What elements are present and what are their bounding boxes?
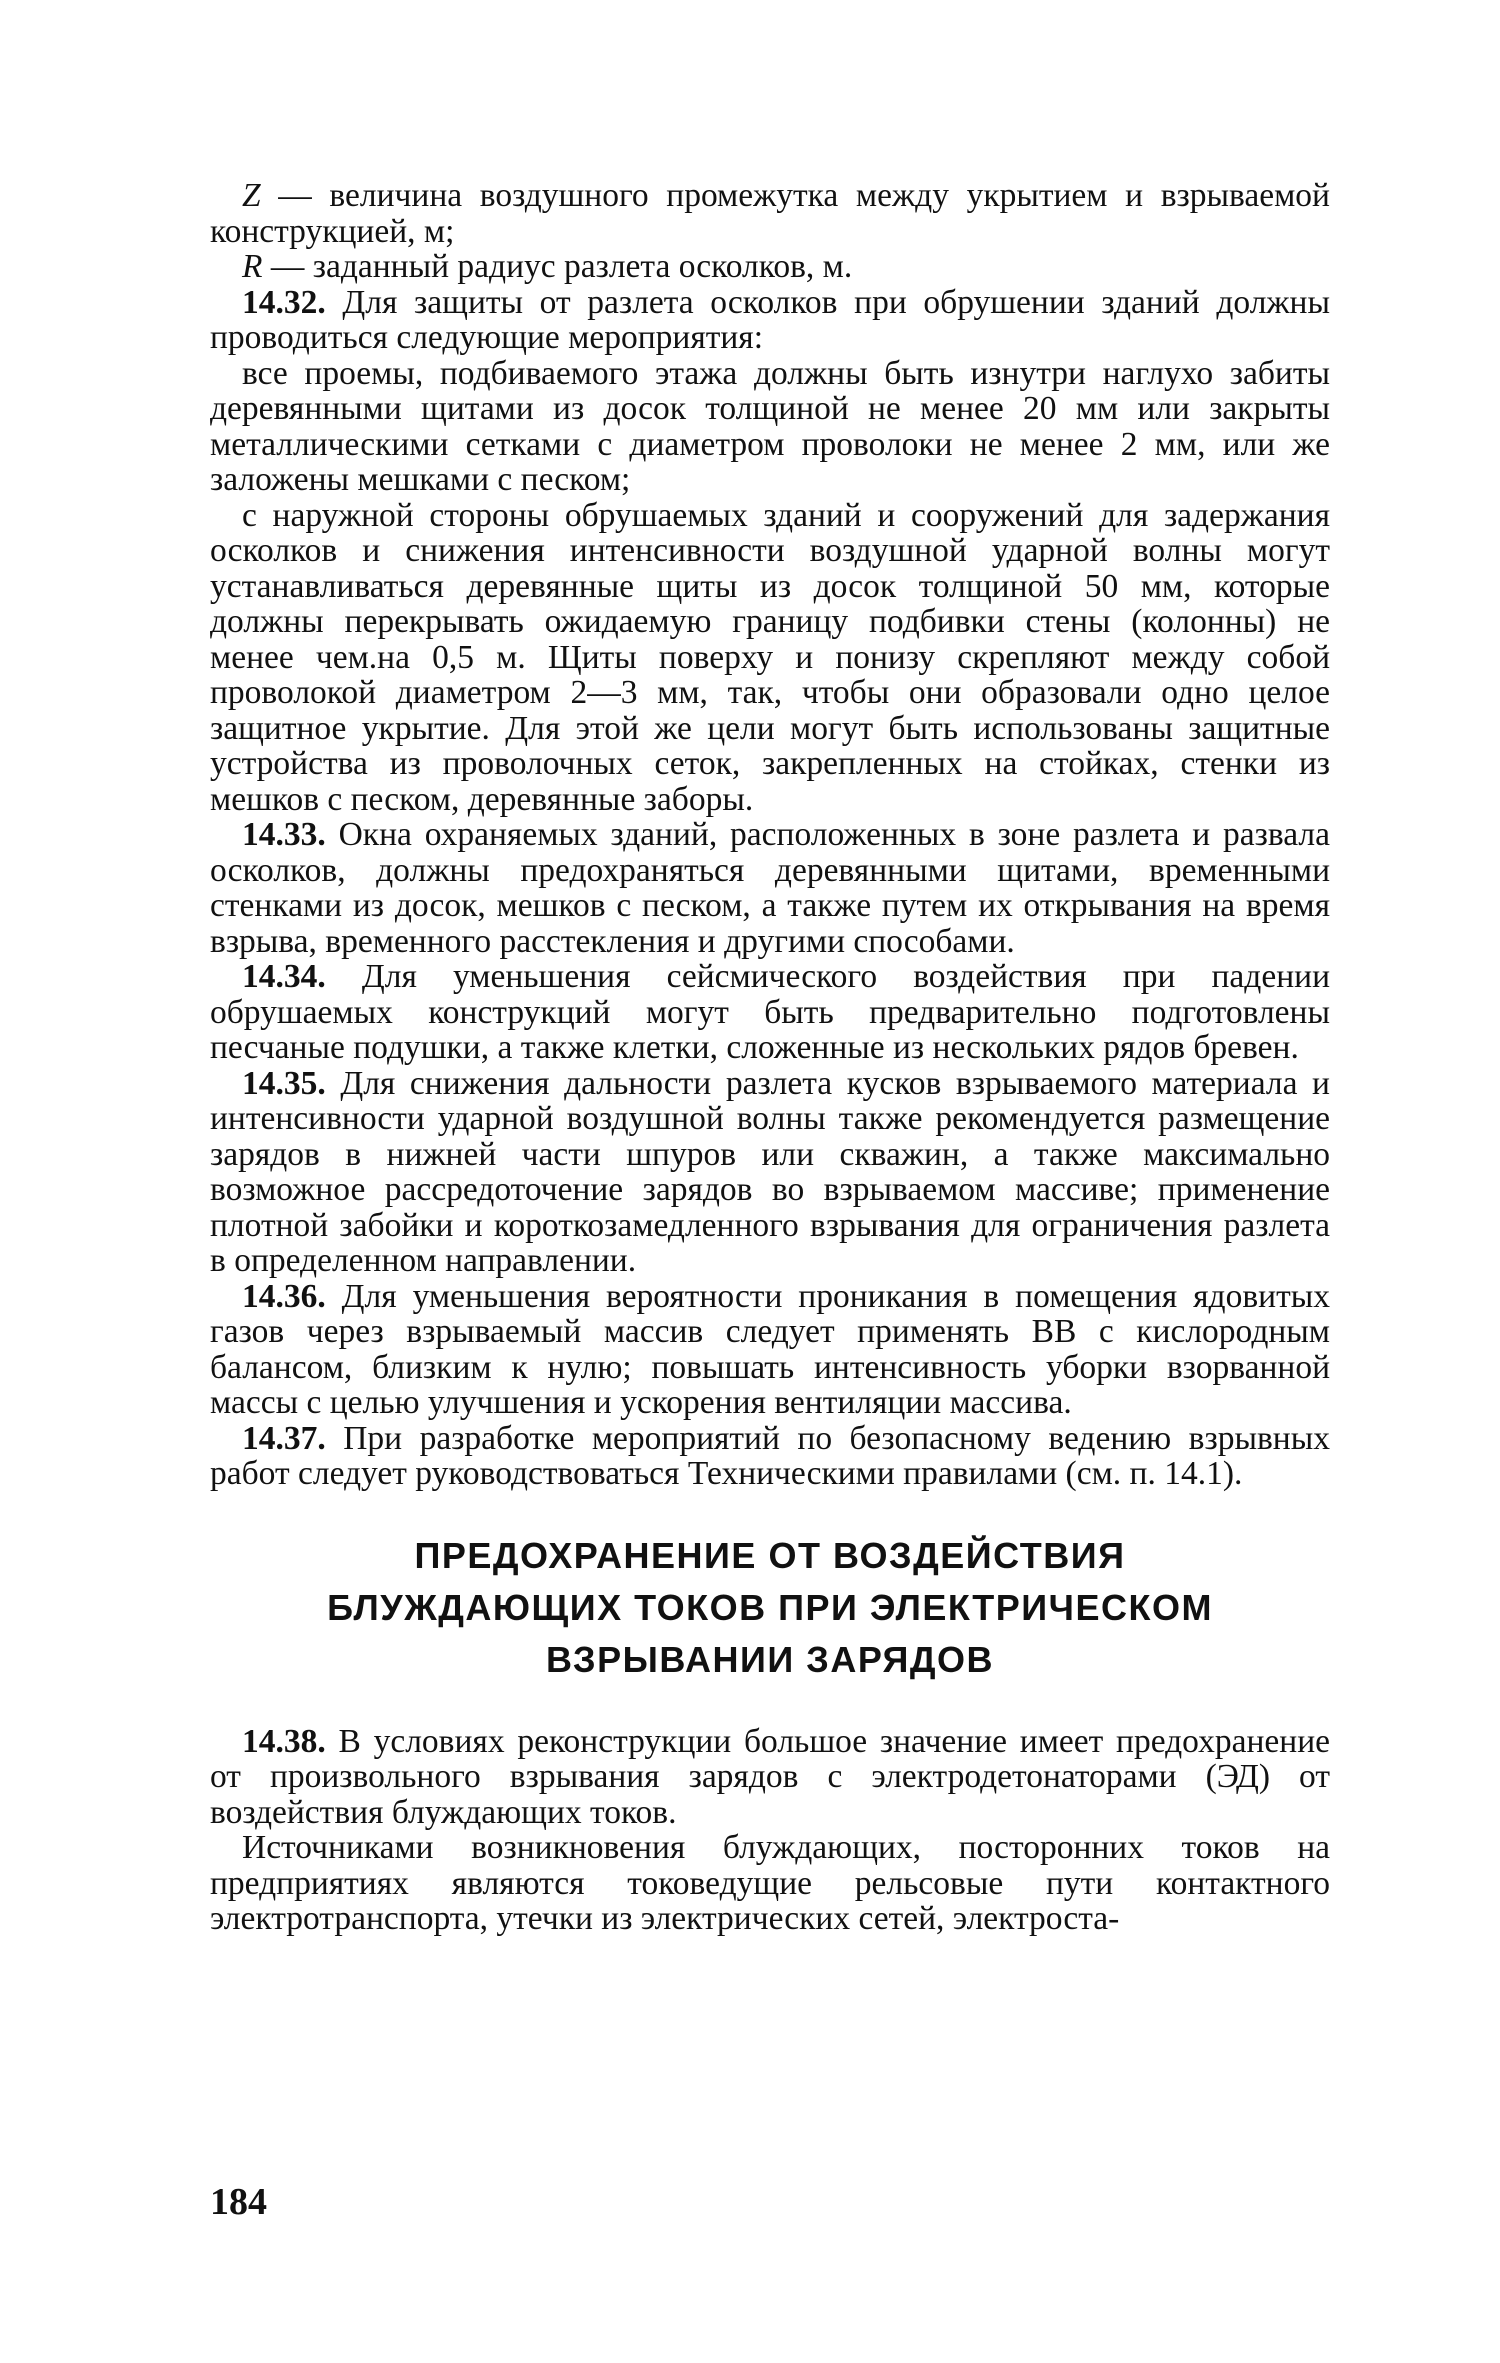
paragraph-14-34: [210, 959, 1330, 1066]
symbol-z: Z: [242, 177, 261, 214]
paragraph-14-38: [210, 1724, 1330, 1831]
paragraph-text: Для уменьшения сейсмического воздействия при падении обрушаемых конструкций могут быть предварительно подготовлены песчаные подушки, а также клетки, сложенные из нескольких рядов бревен.: [210, 958, 1330, 1066]
paragraph-text: Для уменьшения вероятности проникания в помещения ядовитых газов через взрываемый массив следует применять ВВ с кислородным балансом, близким к нулю; повышать интенсивность уборки взорванной массы с целью улучшения и ускорения вентиляции массива.: [210, 1277, 1330, 1421]
heading-line: ПРЕДОХРАНЕНИЕ ОТ ВОЗДЕЙСТВИЯ: [414, 1534, 1126, 1576]
clause-number: 14.35.: [242, 1064, 326, 1102]
paragraph-text: все проемы, подбиваемого этажа должны быть изнутри наглухо забиты деревянными щитами из досок толщиной не менее 20 мм или закрыты металлическими сетками с диаметром проволоки не менее 2 мм, или же заложены мешками с песком;: [210, 354, 1330, 498]
clause-number: 14.33.: [242, 816, 326, 853]
section-text: [210, 1724, 1330, 1937]
page-content: [210, 178, 1330, 1937]
section-heading: [210, 1530, 1330, 1686]
paragraph-list-item: [210, 356, 1330, 498]
definition-r: [210, 249, 1330, 285]
paragraph-text: Для снижения дальности разлета кусков взрываемого материала и интенсивности ударной воздушной волны также рекомендуется размещение зарядов в нижней части шпуров или скважин, а также максимально возможное рассредоточение зарядов во взрываемом массиве; применение плотной забойки и короткозамедленного взрывания для ограничения разлета в определенном направлении.: [210, 1064, 1330, 1279]
paragraph-text: Для защиты от разлета осколков при обрушении зданий должны проводиться следующие мероприятия:: [210, 283, 1330, 356]
definition-text: — заданный радиус разлета осколков, м.: [262, 248, 853, 285]
paragraph-14-35: [210, 1066, 1330, 1279]
paragraph-list-item: [210, 498, 1330, 818]
definition-text: — величина воздушного промежутка между укрытием и взрываемой конструкцией, м;: [210, 177, 1330, 250]
paragraph-text: При разработке мероприятий по безопасному ведению взрывных работ следует руководствоваться Техническими правилами (см. п. 14.1).: [210, 1419, 1330, 1492]
paragraph-text: Окна охраняемых зданий, расположенных в зоне разлета и развала осколков, должны предохраняться деревянными щитами, временными стенками из досок, мешков с песком, а также путем их открывания на время взрыва, временного расстекления и другими способами.: [210, 816, 1330, 960]
paragraph-14-32: [210, 285, 1330, 356]
paragraph-14-33: [210, 817, 1330, 959]
paragraph-sources: [210, 1830, 1330, 1937]
clause-number: 14.37.: [242, 1419, 326, 1457]
clause-number: 14.38.: [242, 1722, 326, 1760]
paragraph-14-37: [210, 1421, 1330, 1492]
main-text: [210, 178, 1330, 1492]
clause-number: 14.36.: [242, 1277, 326, 1315]
page-number: 184: [210, 2181, 267, 2223]
heading-line: ВЗРЫВАНИИ ЗАРЯДОВ: [546, 1638, 994, 1680]
heading-line: БЛУЖДАЮЩИХ ТОКОВ ПРИ ЭЛЕКТРИЧЕСКОМ: [327, 1586, 1213, 1628]
paragraph-text: В условиях реконструкции большое значение имеет предохранение от произвольного взрывания зарядов с электродетонаторами (ЭД) от воздействия блуждающих токов.: [210, 1722, 1330, 1831]
clause-number: 14.32.: [242, 283, 326, 321]
symbol-r: R: [242, 248, 263, 285]
paragraph-14-36: [210, 1279, 1330, 1421]
paragraph-text: с наружной стороны обрушаемых зданий и сооружений для задержания осколков и снижения интенсивности воздушной ударной волны могут устанавливаться деревянные щиты из досок толщиной 50 мм, которые должны перекрывать ожидаемую границу подбивки стены (колонны) не менее чем.на 0,5 м. Щиты поверху и понизу скрепляют между собой проволокой диаметром 2—3 мм, так, чтобы они образовали одно целое защитное укрытие. Для этой же цели могут быть использованы защитные устройства из проволочных сеток, закрепленных на стойках, стенки из мешков с песком, деревянные заборы.: [210, 496, 1330, 818]
paragraph-text: Источниками возникновения блуждающих, посторонних токов на предприятиях являются токоведущие рельсовые пути контактного электротранспорта, утечки из электрических сетей, электроста-: [210, 1829, 1330, 1937]
definition-z: [210, 178, 1330, 249]
clause-number: 14.34.: [242, 958, 326, 995]
